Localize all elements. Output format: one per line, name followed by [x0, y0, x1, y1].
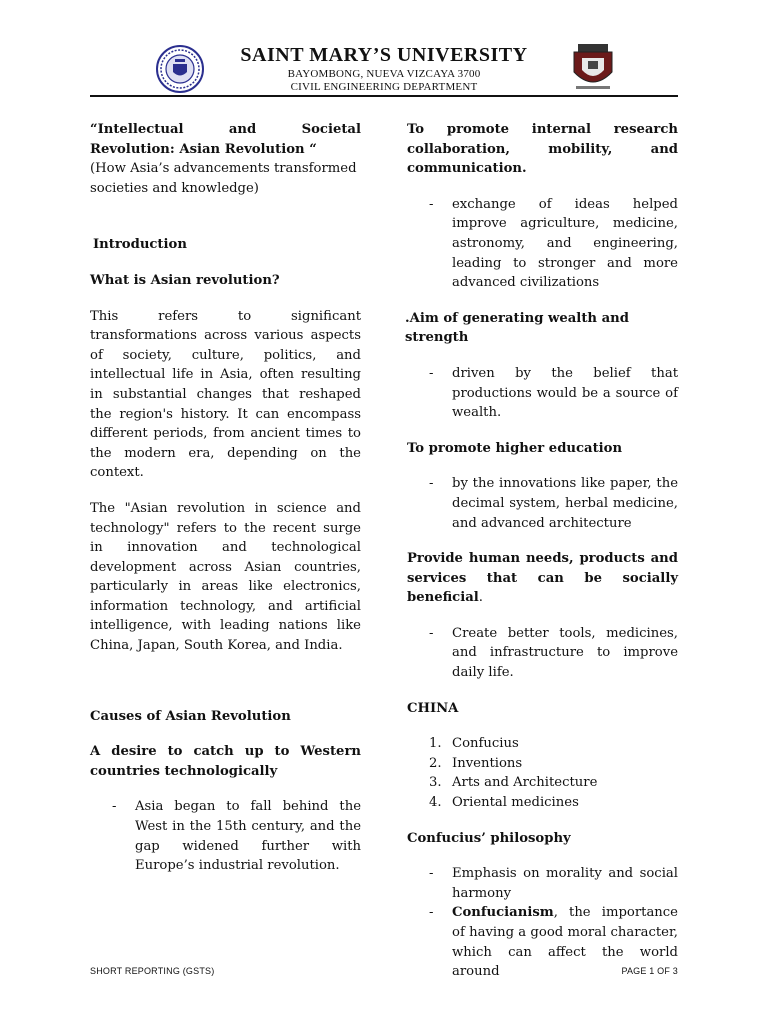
- list-item: [407, 793, 678, 813]
- bullet-dash: -: [429, 365, 434, 381]
- china-heading: CHINA: [407, 700, 459, 716]
- list-number: 3.: [429, 775, 442, 791]
- bullet-text: driven by the belief that productions would be a source of wealth.: [452, 365, 678, 421]
- bullet-dash: -: [429, 476, 434, 492]
- list-text: Inventions: [452, 755, 523, 771]
- bullet-text: by the innovations like paper, the decimal system, herbal medicine, and advanced architecture: [452, 476, 678, 531]
- bullet-dash: -: [429, 866, 434, 882]
- department-shield-logo: [570, 42, 616, 94]
- provide-needs-heading: Provide human needs, products and services that can be socially beneficial: [407, 551, 678, 606]
- causes-heading: Causes of Asian Revolution: [90, 708, 291, 724]
- heading-period: .: [478, 590, 483, 606]
- bullet-dash: -: [429, 625, 434, 641]
- higher-education-heading: To promote higher education: [407, 440, 623, 456]
- bullet-text: , the importance of having a good moral character, which can affect the world around: [452, 905, 678, 980]
- bullet-text: Create better tools, medicines, and infrastructure to improve daily life.: [452, 625, 678, 681]
- list-number: 2.: [429, 755, 442, 771]
- department-name: CIVIL ENGINEERING DEPARTMENT: [290, 81, 478, 93]
- document-title: “Intellectual and Societal Revolution: Asian Revolution “: [90, 122, 361, 157]
- page-number: PAGE 1 OF 3: [621, 966, 678, 976]
- intro-paragraph-1: This refers to significant transformations across various aspects of society, culture, politics, and intellectual life in Asia, often resulting in substantial changes that reshaped the region's history. It can encompass different periods, from ancient times to the modern era, depending on the context.: [90, 308, 361, 481]
- header-rule: [90, 95, 678, 97]
- promote-research-heading: To promote internal research collaboration, mobility, and communication.: [407, 122, 678, 177]
- list-text: Confucius: [452, 736, 519, 752]
- list-item: [407, 773, 678, 793]
- aim-heading: .Aim of generating wealth and strength: [405, 310, 629, 346]
- university-name: SAINT MARY’S UNIVERSITY: [240, 44, 528, 66]
- what-is-heading: What is Asian revolution?: [90, 272, 280, 288]
- list-text: Arts and Architecture: [452, 775, 598, 791]
- bullet-dash: -: [429, 196, 434, 212]
- list-number: 4.: [429, 795, 442, 811]
- right-column: [407, 120, 678, 982]
- list-item: [407, 754, 678, 774]
- list-item: [407, 734, 678, 754]
- university-address: BAYOMBONG, NUEVA VIZCAYA 3700: [287, 68, 481, 80]
- bullet-dash: -: [112, 799, 117, 815]
- bullet-text: Asia began to fall behind the West in the 15th century, and the gap widened further with Europe’s industrial revolution.: [135, 799, 361, 874]
- list-item: [407, 864, 678, 903]
- list-item: [407, 474, 678, 533]
- provide-needs-heading-block: [407, 549, 678, 608]
- bullet-text: exchange of ideas helped improve agriculture, medicine, astronomy, and engineering, leading to stronger and more advanced civilizations: [452, 196, 678, 291]
- left-column: [90, 120, 361, 876]
- confucianism-term: Confucianism: [452, 905, 554, 921]
- intro-paragraph-2: The "Asian revolution in science and technology" refers to the recent surge in innovation and technological development across Asian countries, particularly in areas like electronics, information technology, and artificial intelligence, with leading nations like China, Japan, South Korea, and India.: [90, 500, 361, 654]
- footer-left-label: SHORT REPORTING (GSTS): [90, 966, 215, 976]
- list-item: [407, 364, 678, 423]
- document-subtitle: (How Asia’s advancements transformed societies and knowledge): [90, 161, 357, 196]
- bullet-text: Emphasis on morality and social harmony: [452, 866, 678, 901]
- bullet-dash: -: [429, 905, 434, 921]
- confucius-philosophy-heading: Confucius’ philosophy: [407, 830, 571, 846]
- desire-heading: A desire to catch up to Western countries technologically: [90, 744, 361, 779]
- list-item: [90, 797, 361, 875]
- introduction-heading: Introduction: [93, 237, 187, 253]
- list-number: 1.: [429, 736, 442, 752]
- china-list: [407, 734, 678, 812]
- document-header: [90, 38, 678, 98]
- list-item: [407, 195, 678, 293]
- list-item: [407, 624, 678, 683]
- list-text: Oriental medicines: [452, 795, 579, 811]
